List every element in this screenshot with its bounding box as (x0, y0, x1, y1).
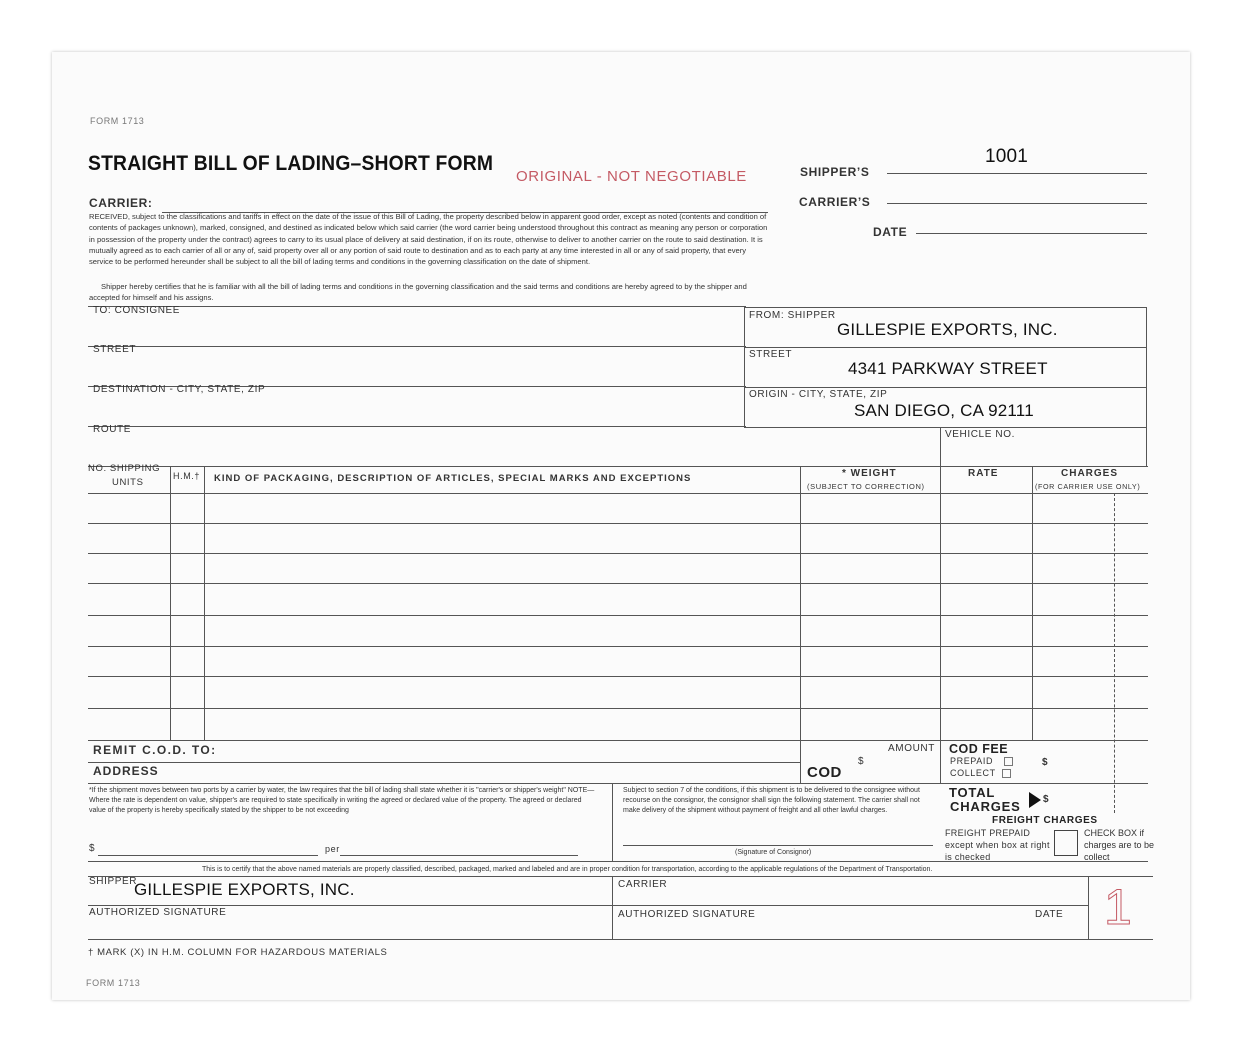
total-arrow-icon (1029, 792, 1041, 808)
carrier-signature-label: CARRIER (618, 879, 668, 890)
col-rate-label: RATE (968, 468, 999, 479)
total-charges-label-2: CHARGES (950, 799, 1021, 814)
date-label: DATE (873, 225, 908, 239)
cod-address-label: ADDRESS (93, 764, 159, 778)
col-weight-label: * WEIGHT (842, 468, 897, 479)
consignee-label: TO: CONSIGNEE (93, 305, 181, 316)
cod-prepaid-label (950, 756, 1013, 766)
freight-charges-label: FREIGHT CHARGES (992, 815, 1098, 826)
received-terms: RECEIVED, subject to the classifications and tariffs in effect on the date of the issue of this Bill of Lading, the property described below in apparent good order, except as noted (contents and condition of contents of packages unknown), marked, consigned, and destined as indicated below which said carrier (the word carrier being understood throughout this contract as meaning any person or corporation in possession of the property under the contract) agrees to carry to its usual place of delivery at said destination, if on its route, otherwise to deliver to another carrier on the route to said destination. It is mutually agreed as to each carrier of all or any of, said property over all or any portion of said route to destination and as to each party at any time interested in all or any of said property, that every service to be performed hereunder shall be subject to all the bill of lading terms and conditions in the governing classification on the date of shipment. (89, 212, 768, 267)
shippers-number-value: 1001 (985, 146, 1029, 167)
cod-prepaid-text: PREPAID (950, 756, 994, 766)
form-title: STRAIGHT BILL OF LADING–SHORT FORM (88, 152, 494, 175)
col-hm-label: H.M.† (173, 471, 201, 481)
shipper-signature-name: GILLESPIE EXPORTS, INC. (134, 880, 355, 899)
shipper-origin: SAN DIEGO, CA 92111 (854, 401, 1034, 420)
signature-date-label: DATE (1035, 909, 1064, 920)
shipper-street-label: STREET (749, 349, 793, 360)
shipper-from-label: FROM: SHIPPER (749, 310, 836, 321)
declared-value-per: per (325, 844, 340, 854)
table-row[interactable] (88, 523, 1148, 524)
cod-collect-label (950, 768, 1011, 778)
consignee-destination-label: DESTINATION - CITY, STATE, ZIP (93, 384, 266, 395)
carrier-authorized-signature-label: AUTHORIZED SIGNATURE (618, 909, 756, 920)
dot-certification: This is to certify that the above named materials are properly classified, described, packaged, marked and labeled and are in proper condition for transportation, according to the applicable regulations of the Department of Transportation. (202, 866, 933, 873)
collect-checkbox[interactable] (1054, 830, 1078, 856)
status-stamp: ORIGINAL - NOT NEGOTIABLE (516, 168, 747, 185)
hazardous-footnote: † MARK (X) IN H.M. COLUMN FOR HAZARDOUS MATERIALS (88, 947, 388, 958)
col-description-label: KIND OF PACKAGING, DESCRIPTION OF ARTICLES, SPECIAL MARKS AND EXCEPTIONS (214, 473, 692, 484)
cod-fee-label: COD FEE (949, 742, 1009, 756)
cod-amount-label: AMOUNT (888, 743, 935, 754)
cod-fee-dollar: $ (1042, 757, 1049, 768)
table-row[interactable] (88, 615, 1148, 616)
vehicle-number-label: VEHICLE NO. (945, 429, 1015, 440)
col-charges-label: CHARGES (1061, 468, 1119, 479)
cod-label: COD (807, 764, 842, 781)
cod-dollar: $ (858, 756, 865, 767)
shipper-origin-label: ORIGIN - CITY, STATE, ZIP (749, 389, 888, 400)
section7-note: Subject to section 7 of the conditions, if this shipment is to be delivered to the consignee without recourse on the consignor, the consignor shall sign the following statement. The carrier shall not make delivery of the shipment without payment of freight and all other lawful charges. (623, 787, 920, 814)
carrier-label: CARRIER: (89, 196, 153, 210)
consignor-signature-label: (Signature of Consignor) (735, 849, 812, 856)
total-charges-label-1: TOTAL (949, 785, 996, 800)
form-number-bottom: FORM 1713 (86, 978, 141, 988)
copy-number: 1 (1104, 879, 1132, 935)
table-row[interactable] (88, 646, 1148, 647)
bill-of-lading-form (52, 52, 1190, 1000)
table-row[interactable] (88, 553, 1148, 554)
cod-collect-checkbox[interactable] (1002, 769, 1011, 778)
shipper-certification-terms: Shipper hereby certifies that he is familiar with all the bill of lading terms and conditions in the governing classification and the said terms and conditions are hereby agreed to by the shipper and accepted for himself and his assigns. (89, 282, 747, 303)
table-row[interactable] (88, 708, 1148, 709)
table-row[interactable] (88, 583, 1148, 584)
freight-prepaid-note: FREIGHT PREPAID except when box at right is checked (945, 828, 1050, 862)
total-charges-dollar: $ (1043, 794, 1050, 805)
shipper-street: 4341 PARKWAY STREET (848, 359, 1048, 378)
cod-prepaid-checkbox[interactable] (1004, 757, 1013, 766)
carriers-number-label: CARRIER’S (799, 195, 871, 209)
cod-collect-text: COLLECT (950, 768, 996, 778)
col-charges-sublabel: (FOR CARRIER USE ONLY) (1035, 482, 1141, 491)
route-label: ROUTE (93, 424, 131, 435)
check-box-note: CHECK BOX if charges are to be collect (1084, 828, 1155, 862)
consignee-street-label: STREET (93, 344, 137, 355)
remit-cod-label: REMIT C.O.D. TO: (93, 743, 217, 757)
col-units-label-1: NO. SHIPPING (88, 463, 161, 474)
shippers-number-label: SHIPPER’S (800, 165, 870, 179)
shipper-signature-label: SHIPPER (89, 876, 138, 887)
col-weight-sublabel: (SUBJECT TO CORRECTION) (807, 482, 925, 491)
shipper-authorized-signature-label: AUTHORIZED SIGNATURE (89, 907, 227, 918)
shipper-name: GILLESPIE EXPORTS, INC. (837, 320, 1058, 339)
declared-value-dollar: $ (89, 843, 96, 854)
col-units-label-2: UNITS (112, 477, 144, 488)
form-number-top: FORM 1713 (90, 116, 145, 126)
table-row[interactable] (88, 676, 1148, 677)
water-shipment-note: *If the shipment moves between two ports by a carrier by water, the law requires that the bill of lading shall state whether it is "carrier's or shipper's weight" NOTE—Where the rate is dependent on value, shipper's are required to state specifically in writing the agreed or declared value of the property. The agreed or declared value of the property is hereby specifically stated by the shipper to be not exceeding (89, 787, 595, 814)
